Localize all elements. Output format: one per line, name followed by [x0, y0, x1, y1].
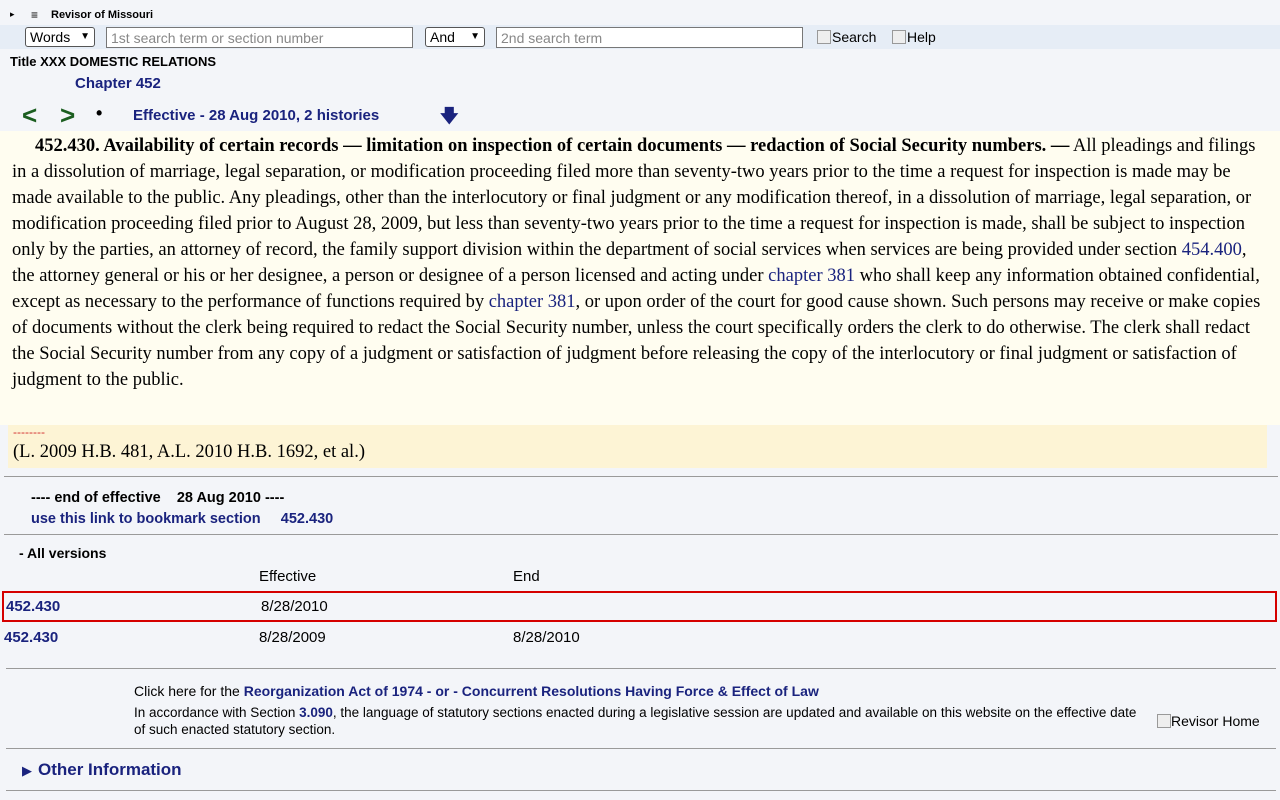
expand-triangle-icon: ▶ [22, 763, 32, 778]
reorg-prefix: Click here for the [134, 683, 240, 699]
broken-image-icon [1157, 714, 1171, 728]
concurrent-resolutions-link[interactable]: Concurrent Resolutions Having Force & Effect of Law [461, 683, 819, 699]
menu-icon[interactable]: ≡ [31, 8, 39, 22]
statute-body-3: who shall keep any information obtained confidential, except as necessary to the performance of functions required by [12, 266, 1260, 312]
statute-body-2: , the attorney general or his or her designee, a person or designee of a person licensed and acting under [12, 240, 1247, 286]
divider [6, 748, 1276, 749]
reorganization-act-link[interactable]: Reorganization Act of 1974 [243, 683, 423, 699]
chapter-381-link[interactable]: chapter 381 [768, 266, 855, 286]
version-effective-date: 8/28/2009 [259, 629, 326, 646]
column-header-end: End [513, 568, 540, 585]
expand-icon[interactable]: ▸ [10, 9, 15, 19]
reorganization-note [134, 683, 819, 699]
search-operator-select[interactable] [425, 27, 485, 47]
effective-histories-link[interactable]: Effective - 28 Aug 2010, 2 histories [133, 107, 380, 124]
current-section-dot[interactable]: • [96, 103, 103, 123]
history-panel [8, 425, 1267, 468]
version-effective-date: 8/28/2010 [261, 598, 328, 615]
arrow-down-icon[interactable]: 🡇 [440, 106, 459, 126]
search-button[interactable] [817, 29, 876, 45]
bookmark-line [31, 511, 333, 527]
other-information-label: Other Information [38, 760, 182, 779]
statute-body-1: All pleadings and filings in a dissolution of marriage, legal separation, or modification proceeding filed more than seventy-two years prior to the time a request for inspection is made may be made available to the public. Any pleadings, other than the interlocutory or final judgment or any modification thereof, in a dissolution of marriage, legal separation, or modification proceeding filed prior to August 28, 2009, but less than seventy-two years prior to the time a request for inspection is made, shall be subject to inspection only by the parties, an attorney of record, the family support division within the department of social services when services are being provided under section [12, 136, 1256, 260]
brand-title: Revisor of Missouri [51, 9, 154, 21]
broken-image-icon [817, 30, 831, 44]
accordance-note [134, 704, 1149, 738]
divider [4, 534, 1278, 535]
next-section-button[interactable]: > [60, 100, 76, 130]
version-section-link[interactable]: 452.430 [6, 598, 61, 615]
second-search-term-placeholder: 2nd search term [501, 30, 603, 46]
divider [6, 790, 1276, 791]
divider [6, 668, 1276, 669]
accord-prefix: In accordance with Section [134, 705, 296, 720]
search-type-select[interactable] [25, 27, 95, 47]
reorg-separator: - or - [422, 683, 462, 699]
end-of-effective [31, 490, 284, 506]
search-operator-value: And [430, 29, 455, 45]
top-header [0, 8, 1280, 24]
bookmark-section-link[interactable]: 452.430 [280, 511, 334, 527]
bookmark-link[interactable]: use this link to bookmark section [31, 511, 261, 527]
chevron-down-icon: ▼ [470, 31, 480, 42]
other-information-toggle[interactable] [22, 760, 182, 780]
chevron-down-icon: ▼ [80, 31, 90, 42]
search-button-label: Search [832, 29, 877, 45]
section-454-400-link[interactable]: 454.400 [1181, 240, 1242, 260]
help-button-label: Help [907, 29, 936, 45]
version-row-current[interactable] [2, 591, 1277, 622]
end-of-effective-date: 28 Aug 2010 [176, 490, 261, 506]
column-header-effective: Effective [259, 568, 317, 585]
statute-body-4: , or upon order of the court for good cause shown. Such persons may receive or make copies of documents without the clerk being required to redact the Social Security number, unless the court specifically orders the clerk to do otherwise. The clerk shall redact the Social Security number from any copy of a judgment or satisfaction of judgment before releasing the copy of the interlocutory or final judgment or satisfaction of judgment to the public. [12, 292, 1261, 390]
search-type-value: Words [30, 29, 71, 45]
version-row[interactable] [0, 623, 1280, 653]
statute-panel [0, 131, 1280, 425]
second-search-term-input[interactable] [496, 27, 803, 48]
first-search-term-placeholder: 1st search term or section number [111, 30, 324, 46]
version-section-link[interactable]: 452.430 [4, 629, 59, 646]
previous-section-button[interactable]: < [22, 100, 38, 130]
first-search-term-input[interactable] [106, 27, 413, 48]
chapter-381-link-2[interactable]: chapter 381 [488, 292, 576, 312]
statute-text [12, 133, 1270, 393]
chapter-link[interactable]: Chapter 452 [75, 75, 161, 92]
all-versions-toggle[interactable]: - All versions [19, 545, 107, 561]
history-divider: -------- [13, 425, 45, 439]
help-button[interactable] [892, 29, 936, 45]
end-of-effective-suffix: ---- [264, 490, 285, 506]
revisor-home-link[interactable] [1157, 713, 1260, 729]
end-of-effective-prefix: ---- end of effective [31, 490, 161, 506]
title-heading: Title XXX DOMESTIC RELATIONS [10, 54, 217, 69]
divider [4, 476, 1278, 477]
history-citation: (L. 2009 H.B. 481, A.L. 2010 H.B. 1692, et al.) [13, 442, 365, 462]
section-3-090-link[interactable]: 3.090 [299, 705, 333, 720]
accord-suffix: , the language of statutory sections enacted during a legislative session are updated and available on this website on the effective date of such enacted statutory section. [134, 705, 1137, 737]
broken-image-icon [892, 30, 906, 44]
statute-heading: 452.430. Availability of certain records — limitation on inspection of certain documents — redaction of Social Security numbers. — [35, 136, 1070, 156]
version-end-date: 8/28/2010 [513, 629, 580, 646]
revisor-home-label: Revisor Home [1171, 713, 1260, 729]
